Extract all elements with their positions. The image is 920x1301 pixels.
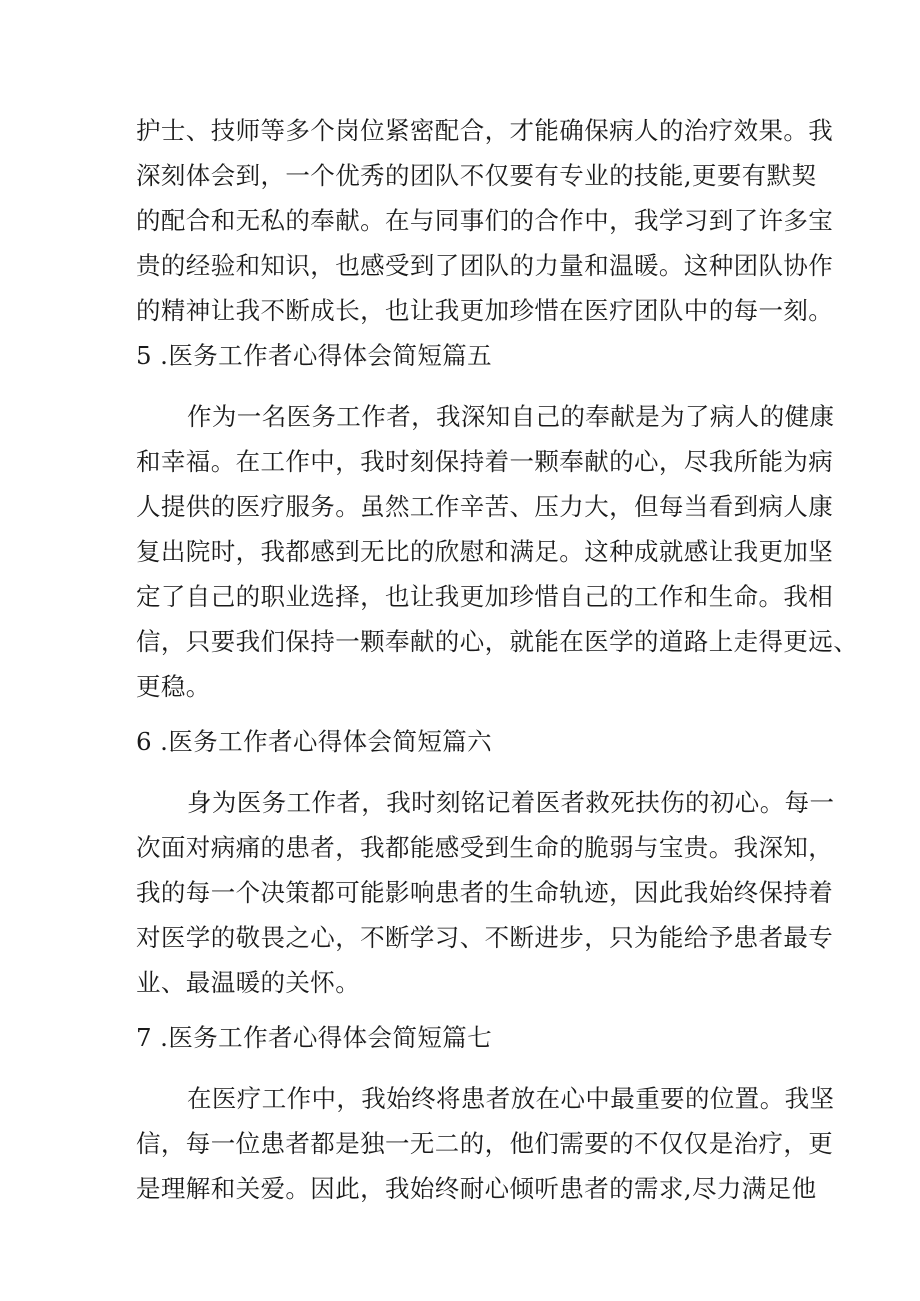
section-heading-5: 5 .医务工作者心得体会简短篇五 [136,341,493,370]
paragraph-line: 深刻体会到，一个优秀的团队不仅要有专业的技能,更要有默契 [136,161,817,190]
paragraph-line: 身为医务工作者，我时刻铭记着医者救死扶伤的初心。每一 [187,788,835,817]
paragraph-line: 信，每一位患者都是独一无二的，他们需要的不仅仅是治疗，更 [136,1129,834,1158]
paragraph-line: 在医疗工作中，我始终将患者放在心中最重要的位置。我坚 [187,1084,835,1113]
paragraph-line: 我的每一个决策都可能影响患者的生命轨迹，因此我始终保持着 [136,878,834,907]
document-page [136,108,859,1211]
paragraph-line: 定了自己的职业选择，也让我更加珍惜自己的工作和生命。我相 [136,582,834,611]
paragraph-line: 的配合和无私的奉献。在与同事们的合作中，我学习到了许多宝 [136,206,834,235]
paragraph-line: 是理解和关爱。因此，我始终耐心倾听患者的需求,尽力满足他 [136,1174,817,1203]
paragraph-line: 信，只要我们保持一颗奉献的心，就能在医学的道路上走得更远、 [136,627,859,656]
paragraph-line: 的精神让我不断成长，也让我更加珍惜在医疗团队中的每一刻。 [136,296,834,325]
section-heading-7: 7 .医务工作者心得体会简短篇七 [136,1023,493,1052]
section-6-paragraph [136,780,835,1005]
paragraph-line: 贵的经验和知识，也感受到了团队的力量和温暖。这种团队协作 [136,251,834,280]
paragraph-line: 作为一名医务工作者，我深知自己的奉献是为了病人的健康 [187,402,835,431]
paragraph-line: 对医学的敬畏之心，不断学习、不断进步，只为能给予患者最专 [136,923,834,952]
paragraph-line: 护士、技师等多个岗位紧密配合，才能确保病人的治疗效果。我 [136,116,834,145]
section-7-paragraph [136,1076,835,1211]
paragraph-line: 业、最温暖的关怀。 [136,968,361,997]
paragraph-line: 更稳。 [136,672,211,701]
paragraph-continued [136,108,834,333]
section-heading-6: 6 .医务工作者心得体会简短篇六 [136,727,493,756]
paragraph-line: 复出院时，我都感到无比的欣慰和满足。这种成就感让我更加坚 [136,537,834,566]
paragraph-line: 人提供的医疗服务。虽然工作辛苦、压力大，但每当看到病人康 [136,492,834,521]
paragraph-line: 次面对病痛的患者，我都能感受到生命的脆弱与宝贵。我深知， [136,833,834,862]
paragraph-line: 和幸福。在工作中，我时刻保持着一颗奉献的心，尽我所能为病 [136,447,834,476]
section-5-paragraph [136,394,859,709]
